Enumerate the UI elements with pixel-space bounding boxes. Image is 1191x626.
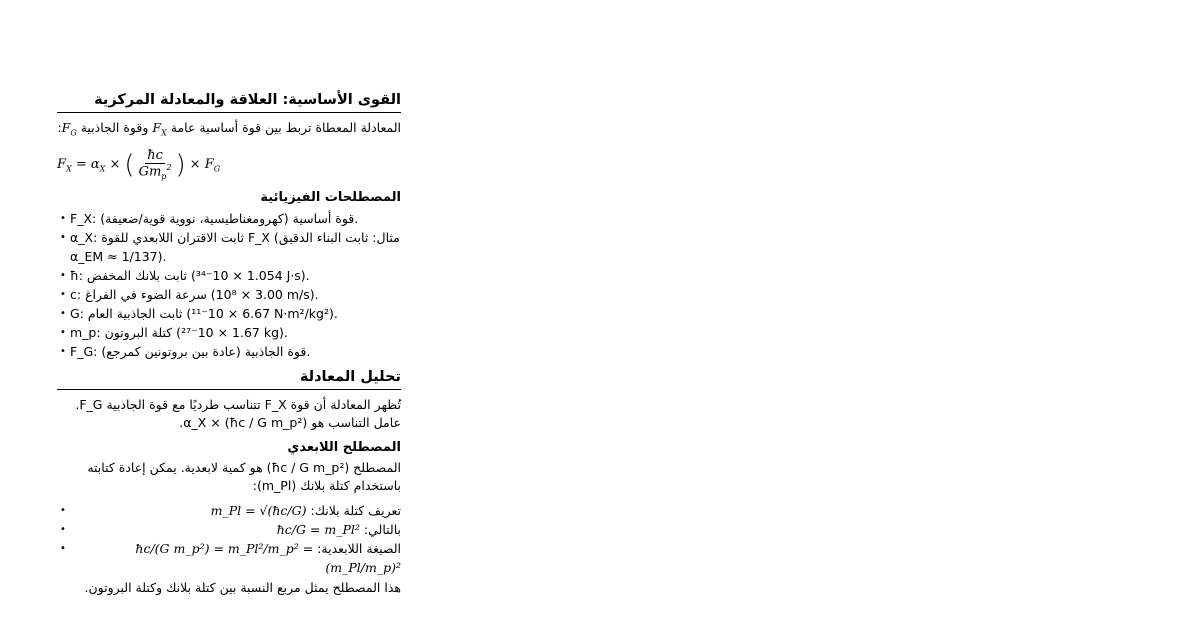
dimless-item: • الصيغة اللابعدية: ħc/(G m_p²) = m_Pl²/m_p² = (m_Pl/m_p)² — [57, 539, 401, 577]
term-item: • ħ: ثابت بلانك المخفض (1.054 × 10⁻³⁴ J·s). — [57, 266, 401, 285]
dimless-item: • بالتالي: ħc/G = m_Pl² — [57, 520, 401, 539]
dimless-heading: المصطلح اللابعدي — [287, 439, 401, 455]
main-equation-rhs: × $F_G$ — [189, 156, 221, 174]
main-equation-fraction: $\frac{ħc}{Gm_p^2}$ — [138, 147, 172, 181]
intro-text: المعادلة المعطاة تربط بين قوة أساسية عامة — [170, 120, 401, 135]
term-item: • c: سرعة الضوء في الفراغ (3.00 × 10⁸ m/s). — [57, 285, 401, 304]
main-equation: $F_X = \alpha_X$ × ( $\frac{ħc}{Gm_p^2}$ ) × $F_G$ — [57, 147, 221, 181]
term-item: • F_G: قوة الجاذبية (عادة بين بروتونين كمرجع). — [57, 342, 401, 361]
main-equation-lhs: $F_X = \alpha_X$ × — [57, 156, 121, 174]
analysis-heading: تحليل المعادلة — [57, 369, 401, 390]
term-item: • m_p: كتلة البروتون (1.67 × 10⁻²⁷ kg). — [57, 323, 401, 342]
term-item: • α_X: ثابت الاقتران اللابعدي للقوة F_X (مثال: ثابت البناء الدقيق α_EM ≈ 1/137). — [57, 228, 401, 266]
dimless-list — [57, 501, 401, 577]
analysis-text-1: تُظهر المعادلة أن قوة F_X تتناسب طرديًا مع قوة الجاذبية F_G. — [75, 396, 401, 412]
section-title: القوى الأساسية: العلاقة والمعادلة المركزية — [57, 92, 401, 113]
intro-and: وقوة الجاذبية — [80, 120, 149, 135]
term-item: • F_X: قوة أساسية (كهرومغناطيسية، نووية قوية/ضعيفة). — [57, 209, 401, 228]
fg-symbol: $F_G$ — [61, 120, 77, 138]
dimless-text: المصطلح (ħc / G m_p²) هو كمية لابعدية. يمكن إعادة كتابته باستخدام كتلة بلانك (m_Pl): — [87, 459, 401, 493]
analysis-text-2: عامل التناسب هو α_X × (ħc / G m_p²). — [179, 414, 401, 430]
fx-symbol: $F_X$ — [152, 120, 167, 138]
intro-paragraph: المعادلة المعطاة تربط بين قوة أساسية عامة $F_X$ وقوة الجاذبية $F_G$: — [57, 120, 401, 138]
closing-text: هذا المصطلح يمثل مربع النسبة بين كتلة بلانك وكتلة البروتون. — [84, 579, 401, 595]
terms-heading: المصطلحات الفيزيائية — [260, 189, 401, 205]
terms-list — [57, 209, 401, 361]
term-item: • G: ثابت الجاذبية العام (6.67 × 10⁻¹¹ N·m²/kg²). — [57, 304, 401, 323]
document-page — [57, 92, 401, 597]
dimless-item: • تعريف كتلة بلانك: m_Pl = √(ħc/G) — [57, 501, 401, 520]
